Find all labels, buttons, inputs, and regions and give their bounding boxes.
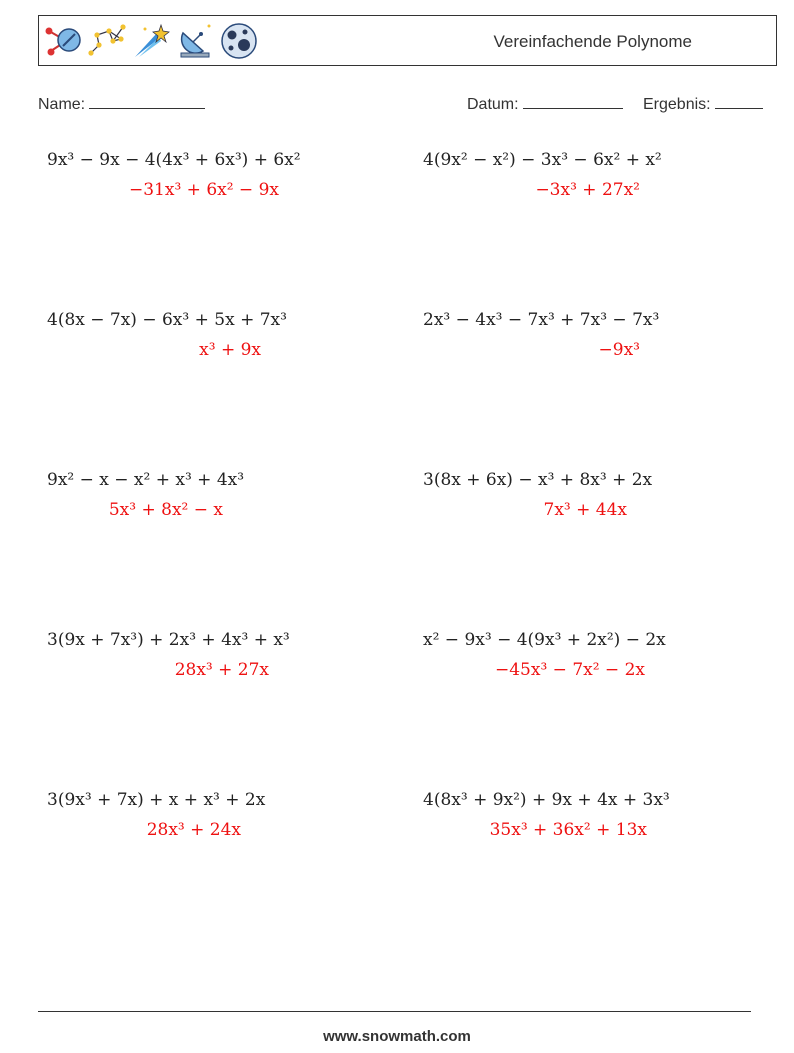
problem-9 xyxy=(47,790,266,840)
problem-answer: 28x³ + 27x xyxy=(174,660,269,680)
problem-4 xyxy=(423,310,660,360)
problem-1 xyxy=(47,150,301,200)
problem-7 xyxy=(47,630,290,680)
problem-answer: 28x³ + 24x xyxy=(146,820,241,840)
problem-answer: −9x³ xyxy=(598,340,640,360)
result-blank[interactable] xyxy=(715,94,763,109)
footer-divider xyxy=(38,1011,751,1012)
comet-icon xyxy=(131,21,171,61)
problem-answer: 5x³ + 8x² − x xyxy=(108,500,223,520)
problem-6 xyxy=(423,470,653,520)
worksheet-title: Vereinfachende Polynome xyxy=(493,32,692,51)
problem-5 xyxy=(47,470,245,520)
problem-10 xyxy=(423,790,670,840)
date-field xyxy=(467,94,623,114)
problem-question: 3(9x + 7x³) + 2x³ + 4x³ + x³ xyxy=(47,630,290,650)
problem-question: 2x³ − 4x³ − 7x³ + 7x³ − 7x³ xyxy=(423,310,660,330)
date-label: Datum: xyxy=(467,96,519,113)
problem-answer: −3x³ + 27x² xyxy=(535,180,640,200)
date-blank[interactable] xyxy=(523,94,623,109)
moon-icon xyxy=(219,21,259,61)
problem-answer: 7x³ + 44x xyxy=(543,500,627,520)
problem-answer: 35x³ + 36x² + 13x xyxy=(489,820,647,840)
constellation-icon xyxy=(87,21,127,61)
result-field xyxy=(643,94,763,114)
worksheet-header xyxy=(38,15,777,66)
space-probe-icon xyxy=(43,21,83,61)
satellite-dish-icon xyxy=(175,21,215,61)
problem-question: 9x² − x − x² + x³ + 4x³ xyxy=(47,470,245,490)
problem-question: x² − 9x³ − 4(9x³ + 2x²) − 2x xyxy=(423,630,666,650)
header-icons xyxy=(43,20,259,62)
problem-answer: −45x³ − 7x² − 2x xyxy=(494,660,645,680)
result-label: Ergebnis: xyxy=(643,96,711,113)
problem-question: 4(8x − 7x) − 6x³ + 5x + 7x³ xyxy=(47,310,287,330)
name-field xyxy=(38,94,205,114)
problem-8 xyxy=(423,630,666,680)
problem-answer: −31x³ + 6x² − 9x xyxy=(128,180,279,200)
problem-2 xyxy=(423,150,662,200)
problem-answer: x³ + 9x xyxy=(199,340,261,360)
problem-3 xyxy=(47,310,287,360)
footer-website[interactable]: www.snowmath.com xyxy=(323,1028,471,1045)
problem-question: 4(8x³ + 9x²) + 9x + 4x + 3x³ xyxy=(423,790,670,810)
problem-question: 4(9x² − x²) − 3x³ − 6x² + x² xyxy=(423,150,662,170)
name-blank[interactable] xyxy=(89,94,205,109)
problem-question: 9x³ − 9x − 4(4x³ + 6x³) + 6x² xyxy=(47,150,301,170)
name-label: Name: xyxy=(38,96,86,113)
problem-question: 3(8x + 6x) − x³ + 8x³ + 2x xyxy=(423,470,653,490)
problem-question: 3(9x³ + 7x) + x + x³ + 2x xyxy=(47,790,266,810)
